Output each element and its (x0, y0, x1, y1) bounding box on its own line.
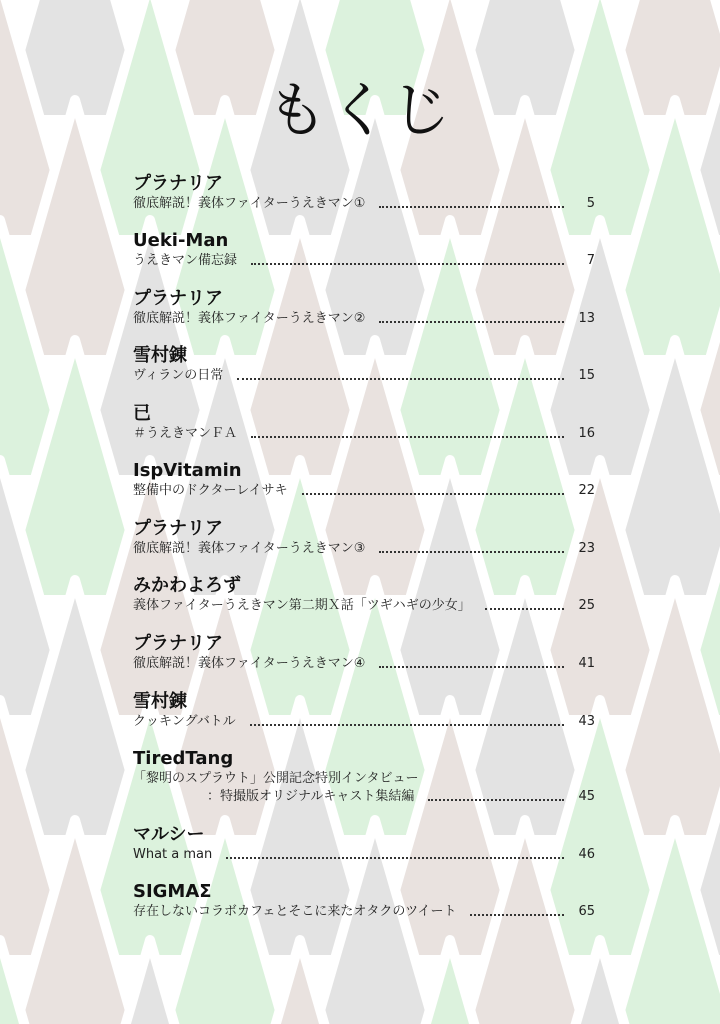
dot-leader (470, 914, 564, 916)
dot-leader (379, 666, 564, 668)
entry-page-number: 46 (578, 847, 595, 862)
entry-page-number: 22 (578, 483, 595, 498)
entry-author: TiredTang (133, 748, 234, 769)
entry-work-title: 徹底解説！義体ファイターうえきマン② (133, 311, 366, 326)
entry-work-title: 徹底解説！義体ファイターうえきマン③ (133, 541, 366, 556)
entry-work-title: ヴィランの日常 (133, 368, 224, 383)
toc-entry[interactable] (133, 403, 595, 443)
dot-leader (379, 321, 564, 323)
toc-entry[interactable] (133, 230, 595, 270)
dot-leader (485, 608, 564, 610)
dot-leader (226, 857, 564, 859)
dot-leader (302, 493, 564, 495)
entry-work-title: 義体ファイターうえきマン第二期Ｘ話「ツギハギの少女」 (133, 598, 471, 613)
dot-leader (251, 436, 564, 438)
toc-entry[interactable] (133, 748, 595, 806)
dot-leader (237, 378, 564, 380)
entry-line (133, 425, 595, 443)
entry-page-number: 15 (578, 368, 595, 383)
entry-work-title: 徹底解説！義体ファイターうえきマン④ (133, 656, 366, 671)
entry-line (133, 252, 595, 270)
toc-entry[interactable] (133, 575, 595, 615)
dot-leader (379, 551, 564, 553)
toc-entry[interactable] (133, 691, 595, 731)
entry-author: IspVitamin (133, 460, 242, 481)
entry-page-number: 41 (578, 656, 595, 671)
entry-line (133, 597, 595, 615)
entry-work-title: 徹底解説！義体ファイターうえきマン① (133, 196, 366, 211)
entry-line (133, 846, 595, 864)
entry-author: プラナリア (133, 518, 223, 539)
entry-author: みかわよろず (133, 575, 241, 596)
entry-author: Ueki-Man (133, 230, 229, 251)
entry-work-title-line1: 「黎明のスプラウト」公開記念特別インタビュー (133, 771, 419, 786)
dot-leader (251, 263, 564, 265)
page-title: もくじ (267, 76, 453, 146)
entry-work-title: 整備中のドクターレイサキ (133, 483, 288, 498)
entry-author: 雪村錬 (133, 345, 187, 366)
entry-line (133, 655, 595, 673)
entry-author: SIGMAΣ (133, 881, 212, 902)
entry-author: マルシー (133, 824, 205, 845)
entry-line (133, 788, 595, 806)
entry-line (133, 540, 595, 558)
entry-page-number: 43 (578, 714, 595, 729)
entry-work-title: ＃うえきマンＦＡ (133, 426, 238, 441)
toc-entry[interactable] (133, 173, 595, 213)
entry-work-title: What a man (133, 847, 213, 862)
entry-line (133, 310, 595, 328)
entry-page-number: 5 (586, 196, 595, 211)
entry-work-title: クッキングバトル (133, 714, 236, 729)
entry-line (133, 713, 595, 731)
entry-page-number: 65 (578, 904, 595, 919)
entry-line (133, 903, 595, 921)
entry-work-title: 存在しないコラボカフェとそこに来たオタクのツイート (133, 904, 457, 919)
entry-page-number: 16 (578, 426, 595, 441)
toc-entry[interactable] (133, 460, 595, 500)
toc-entry[interactable] (133, 288, 595, 328)
entry-work-title: うえきマン備忘録 (133, 253, 238, 268)
entry-author: 已 (133, 403, 151, 424)
toc-entry[interactable] (133, 633, 595, 673)
entry-work-title: ：特撮版オリジナルキャスト集結編 (207, 789, 415, 804)
toc-entry[interactable] (133, 824, 595, 864)
entry-line (133, 195, 595, 213)
entry-author: 雪村錬 (133, 691, 187, 712)
dot-leader (379, 206, 564, 208)
entry-author: プラナリア (133, 633, 223, 654)
toc-entry[interactable] (133, 345, 595, 385)
entry-line (133, 482, 595, 500)
entry-author: プラナリア (133, 288, 223, 309)
entry-author: プラナリア (133, 173, 223, 194)
toc-entry[interactable] (133, 881, 595, 921)
toc-entry[interactable] (133, 518, 595, 558)
dot-leader (428, 799, 564, 801)
entry-page-number: 13 (578, 311, 595, 326)
dot-leader (250, 724, 564, 726)
entry-page-number: 7 (586, 253, 595, 268)
entry-page-number: 25 (578, 598, 595, 613)
entry-page-number: 23 (578, 541, 595, 556)
entry-line (133, 367, 595, 385)
entry-page-number: 45 (578, 789, 595, 804)
